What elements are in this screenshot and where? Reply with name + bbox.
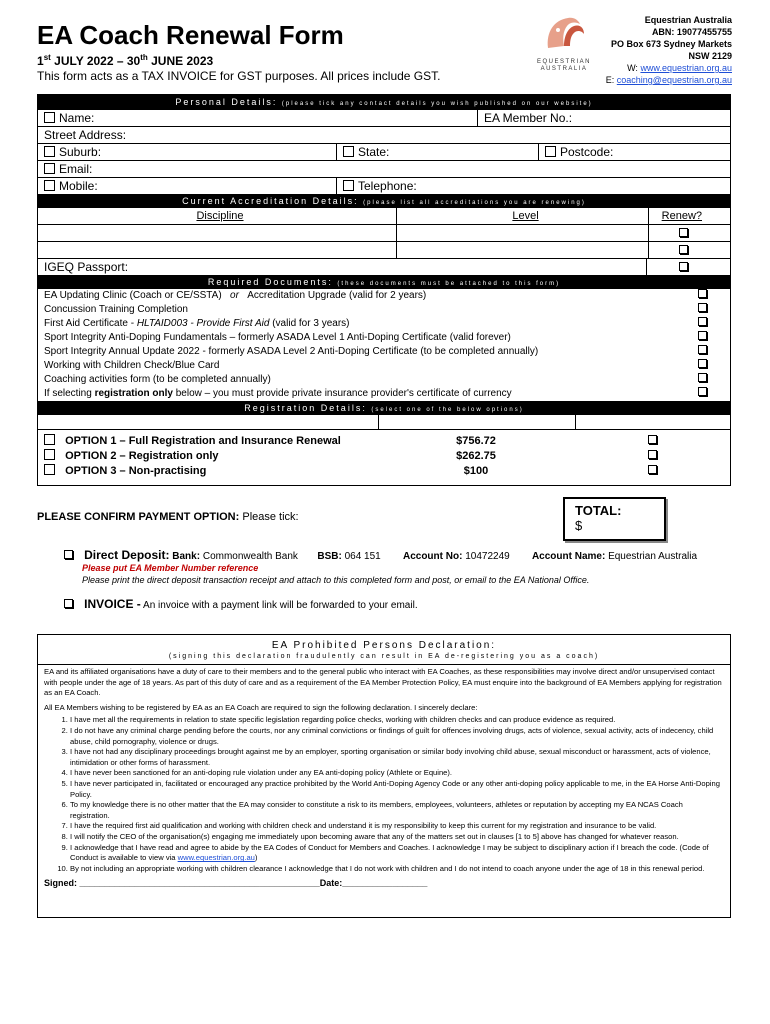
tax-invoice-note: This form acts as a TAX INVOICE for GST purposes. All prices include GST. xyxy=(37,69,441,83)
postcode-checkbox[interactable] xyxy=(545,146,556,157)
signature-date-line[interactable]: Signed: ________________________________________________Date:_________________ xyxy=(44,878,428,889)
declaration-box xyxy=(37,634,731,918)
igeq-passport-field[interactable]: IGEQ Passport: xyxy=(44,260,129,274)
declaration-item: 10. By not including an appropriate working with children clearance I acknowledge that I do not work with children and I do not intend to coach anyone under the age of 18 in this renewal period. xyxy=(70,864,724,875)
document-checkbox[interactable] xyxy=(698,387,707,396)
document-row: Working with Children Check/Blue Card xyxy=(38,359,730,373)
declaration-item: 2. I do not have any criminal charge pending before the courts, nor any criminal convictions or findings of guilt for offences involving drugs, acts of violence, sexual activity, acts of indecency, child abuse, child pornography, violence or drugs. xyxy=(70,726,724,747)
state-checkbox[interactable] xyxy=(343,146,354,157)
invoice-checkbox[interactable] xyxy=(64,599,73,608)
org-state: NSW 2129 xyxy=(688,51,732,61)
level-header: Level xyxy=(396,208,648,224)
org-abn: ABN: 19077455755 xyxy=(651,27,732,37)
document-row: Sport Integrity Anti-Doping Fundamentals – formerly ASADA Level 1 Anti-Doping Certificate (valid forever) xyxy=(38,331,730,345)
document-row: Sport Integrity Annual Update 2022 - formerly ASADA Level 2 Anti-Doping Certificate (to be completed annually) xyxy=(38,345,730,359)
payment-option-prompt: PLEASE CONFIRM PAYMENT OPTION: Please tick: xyxy=(37,511,299,523)
document-checkbox[interactable] xyxy=(698,359,707,368)
declaration-items xyxy=(44,715,724,874)
declaration-item: 8. I will notify the CEO of the organisation(s) engaging me immediately upon becoming aware that any of the matters set out in clauses [1 to 5] above has changed for whatever reason. xyxy=(70,832,724,843)
org-details: Equestrian Australia ABN: 19077455755 PO Box 673 Sydney Markets NSW 2129 W: www.equestrian.org.au E: coaching@equestrian.org.au xyxy=(605,15,732,85)
member-reference-note: Please put EA Member Number reference xyxy=(82,563,259,573)
total-box[interactable]: TOTAL: $ xyxy=(563,497,666,541)
option-1-checkbox[interactable] xyxy=(648,435,657,444)
member-no-field[interactable]: EA Member No.: xyxy=(477,110,730,126)
discipline-field-2[interactable] xyxy=(38,242,396,258)
option-2-checkbox[interactable] xyxy=(648,450,657,459)
org-name: Equestrian Australia xyxy=(644,15,732,25)
email-link[interactable]: coaching@equestrian.org.au xyxy=(616,75,732,85)
name-checkbox[interactable] xyxy=(44,112,55,123)
receipt-note: Please print the direct deposit transaction receipt and attach to this completed form and post, or email to the EA National Office. xyxy=(82,575,590,585)
horse-logo-icon xyxy=(534,12,594,54)
street-address-field[interactable]: Street Address: xyxy=(44,128,127,142)
renew-header: Renew? xyxy=(648,208,730,224)
period: 1st JULY 2022 – 30th JUNE 2023 xyxy=(37,53,214,68)
level-field-2[interactable] xyxy=(396,242,648,258)
registration-option-3[interactable]: OPTION 3 – Non-practising $100 xyxy=(38,464,730,479)
suburb-checkbox[interactable] xyxy=(44,146,55,157)
direct-deposit-checkbox[interactable] xyxy=(64,550,73,559)
declaration-subtitle: (signing this declaration fraudulently can result in EA de-registering you as a coach) xyxy=(38,652,730,665)
equestrian-australia-logo xyxy=(530,12,598,74)
level-field-1[interactable] xyxy=(396,225,648,241)
declaration-item: 7. I have the required first aid qualification and working with children check and understand it is my responsibility to keep this current for my registration and insurance to be valid. xyxy=(70,821,724,832)
document-row: First Aid Certificate - HLTAID003 - Provide First Aid (valid for 3 years) xyxy=(38,317,730,331)
required-documents-bar: Required Documents: (these documents must be attached to this form) xyxy=(38,275,730,289)
document-row: If selecting registration only below – you must provide private insurance provider's certificate of currency xyxy=(38,387,730,401)
logo-text-1: EQUESTRIAN xyxy=(536,59,591,65)
personal-details-bar: Personal Details: (please tick any contact details you wish published on our website) xyxy=(38,95,730,109)
accreditation-bar: Current Accreditation Details: (please list all accreditations you are renewing) xyxy=(38,194,730,208)
logo-text-2: AUSTRALIA xyxy=(540,66,588,72)
discipline-field-1[interactable] xyxy=(38,225,396,241)
org-po-box: PO Box 673 Sydney Markets xyxy=(610,39,732,49)
declaration-title: EA Prohibited Persons Declaration: xyxy=(271,640,497,651)
document-checkbox[interactable] xyxy=(698,289,707,298)
name-label: Name: xyxy=(59,111,95,125)
declaration-item: 1. I have met all the requirements in relation to state specific legislation regarding police checks, working with children checks and can produce evidence as required. xyxy=(70,715,724,726)
document-row: EA Updating Clinic (Coach or CE/SSTA) or Accreditation Upgrade (valid for 2 years) xyxy=(38,289,730,303)
direct-deposit-option[interactable]: Direct Deposit: Bank: Commonwealth Bank BSB: 064 151 Account No: 10472249 Account Name: Equestrian Australia xyxy=(64,548,697,562)
document-checkbox[interactable] xyxy=(698,303,707,312)
registration-option-2[interactable]: OPTION 2 – Registration only $262.75 xyxy=(38,449,730,464)
renew-checkbox-1[interactable] xyxy=(679,228,688,237)
declaration-item: 3. I have not had any disciplinary proceedings brought against me by an employer, sporting organisation or similar body involving child abuse, sexual misconduct or harassment, acts of violence, intimidation or other forms of harassment. xyxy=(70,747,724,768)
registration-bar: Registration Details: (select one of the below options) xyxy=(38,401,730,415)
declaration-item: 9. I acknowledge that I have read and agree to abide by the EA Codes of Conduct for Members and Coaches. I acknowledge I may be subject to disciplinary action if I breach the code. (Code of Conduct is available to view via www.equestrian.org.au) xyxy=(70,843,724,864)
declaration-lead: All EA Members wishing to be registered by EA as an EA Coach are required to sign the following declaration. I sincerely declare: xyxy=(44,702,478,712)
code-of-conduct-link[interactable]: www.equestrian.org.au xyxy=(177,853,255,863)
declaration-item: 4. I have never been sanctioned for an anti-doping rule violation under any EA anti-doping policy (Athlete or Equine). xyxy=(70,768,724,779)
document-row: Concussion Training Completion xyxy=(38,303,730,317)
discipline-header: Discipline xyxy=(196,210,244,222)
document-checkbox[interactable] xyxy=(698,331,707,340)
renew-checkbox-igeq[interactable] xyxy=(679,262,688,271)
declaration-item: 6. To my knowledge there is no other matter that the EA may consider to constitute a risk to its members, employees, volunteers, athletes or reputation by accepting my EA NCAS Coach registration. xyxy=(70,800,724,821)
document-checkbox[interactable] xyxy=(698,373,707,382)
form-title: EA Coach Renewal Form xyxy=(37,20,344,50)
declaration-intro: EA and its affiliated organisations have a duty of care to their members and to the general public who interact with EA Coaches, as these responsibilities may involve direct and/or unsupervised contact with people under the age of 18 years. As part of this duty of care and as a requirement of the EA Member Protection Policy, EA must enquire into the background of EA Members applying for registration as an EA Coach. xyxy=(44,667,722,698)
mobile-checkbox[interactable] xyxy=(44,180,55,191)
document-checkbox[interactable] xyxy=(698,317,707,326)
renewal-form: Personal Details: (please tick any contact details you wish published on our website) Name: EA Member No.: Street Address: Suburb: State: Postcode: Email: Mobile: Telephone: Current Accreditation Details: (please list all accreditations you are renewing) Discipline Level Renew? IGEQ Passport: Required Documents: (these documents must be attached to this form) EA Updating Clinic (Coach or CE/SSTA) or Accreditation Upgrade (valid for 2 years) Concussion Training Completion First Aid Certificate - HLTAID003 - Provide First Aid (valid for 3 years) Sport Integrity Anti-Doping Fundamentals – formerly ASADA Level 1 Anti-Doping Certificate (valid forever) Sport Integrity Annual Update 2022 - formerly ASADA Level 2 Anti-Doping Certificate (to be completed annually) Working with Children Check/Blue Card Coaching activities form (to be completed annually) If selecting registration only below – you must provide private insurance provider's certificate of currency Registration Details: (select one of the below options) OPTION 1 – Full Registration and Insurance Renewal $756.72 OPTION 2 – Registration only $262.75 OPTION 3 – Non-practising $100 xyxy=(37,94,731,486)
document-row: Coaching activities form (to be completed annually) xyxy=(38,373,730,387)
declaration-item: 5. I have never participated in, facilitated or encouraged any practice prohibited by the World Anti-Doping Agency Code or any other anti-doping policy applicable to me, in the EA Horse Anti-Doping Policy. xyxy=(70,779,724,800)
registration-option-1[interactable]: OPTION 1 – Full Registration and Insurance Renewal $756.72 xyxy=(38,434,730,449)
renew-checkbox-2[interactable] xyxy=(679,245,688,254)
invoice-option[interactable]: INVOICE - An invoice with a payment link will be forwarded to your email. xyxy=(64,597,418,611)
telephone-checkbox[interactable] xyxy=(343,180,354,191)
document-checkbox[interactable] xyxy=(698,345,707,354)
documents-list xyxy=(38,289,730,401)
email-checkbox[interactable] xyxy=(44,163,55,174)
website-link[interactable]: www.equestrian.org.au xyxy=(640,63,732,73)
option-3-checkbox[interactable] xyxy=(648,465,657,474)
